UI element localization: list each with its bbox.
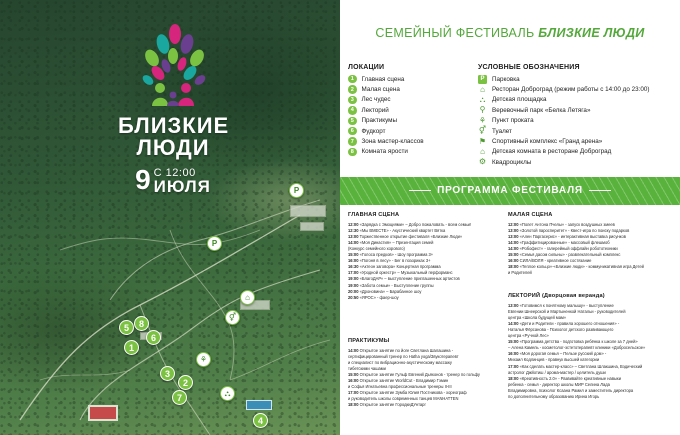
festival-title-emphasis: БЛИЗКИЕ ЛЮДИ xyxy=(538,26,645,40)
location-legend-item xyxy=(348,74,484,84)
event-text: СИЛА/ВОЛЯ - креативное состязание xyxy=(519,258,592,264)
location-legend-item xyxy=(348,84,484,94)
main-stage-program xyxy=(348,212,498,301)
rental-marker[interactable]: ⚘ xyxy=(196,352,211,367)
location-number-badge: 1 xyxy=(348,75,357,84)
location-marker-7[interactable]: 7 xyxy=(172,390,187,405)
lectorium-program xyxy=(508,293,673,400)
program-event xyxy=(348,402,498,408)
parking-marker[interactable]: P xyxy=(289,183,304,198)
location-number-badge: 8 xyxy=(348,148,357,157)
locations-heading: ЛОКАЦИИ xyxy=(348,64,385,71)
playground-icon: ⛬ xyxy=(479,94,486,104)
event-text: (Конкурс семейного хорового) xyxy=(348,246,405,252)
program-heading xyxy=(340,185,680,196)
event-text: «Погоня в лесу» - Бег в позориках 3+ xyxy=(359,258,431,264)
event-text: «Моя дорогая семья – Пельзе русский дом» - xyxy=(519,351,607,357)
location-number-badge: 3 xyxy=(348,96,357,105)
event-text: Открытое занятие WorldCut - Владимир Гэмин xyxy=(359,378,449,384)
event-text: Открытое занятие Гульф Евгений Дьяконов - тренер по гольфу xyxy=(359,372,480,378)
toilet-icon: ⚥ xyxy=(478,126,487,136)
event-text: сертифицированный тренер по Hatha yoga/Звукотерапевт xyxy=(348,354,459,360)
event-text: «ЯРОС» - фаер-шоу xyxy=(359,294,399,300)
event-time: 14:00 xyxy=(508,246,519,252)
event-time: 15:00 xyxy=(348,372,359,378)
location-marker-2[interactable]: 2 xyxy=(178,375,193,390)
info-panel xyxy=(340,0,680,435)
restaurant-icon: ⌂ xyxy=(480,84,485,94)
event-time: 15:00 xyxy=(508,339,519,345)
event-text: и Родителей xyxy=(508,270,532,276)
event-time: 12:00 xyxy=(508,222,519,228)
festival-title-prefix: СЕМЕЙНЫЙ ФЕСТИВАЛЬ xyxy=(375,26,539,40)
location-marker-5[interactable]: 5 xyxy=(119,320,134,335)
symbol-label: Туалет xyxy=(492,127,512,135)
location-number-badge: 4 xyxy=(348,106,357,115)
event-time: 14:00 xyxy=(508,240,519,246)
event-text: Открытое занятие по йоге Светлана Шалашина - xyxy=(359,348,454,354)
symbol-label: Ресторан Доброград (режим работы с 14:00 до 23:00) xyxy=(492,86,650,94)
symbol-label: Детская комната в ресторане Добрoград xyxy=(492,148,612,156)
program-event xyxy=(348,295,498,301)
event-text: Открытое занятие ГородкиДУнтарг xyxy=(359,402,426,408)
event-text: «Ален Паргасерис» - интерактивная выставка рисунков xyxy=(519,234,626,240)
event-text: Владимировна, психолог Ксаана Рамил и заместитель директора xyxy=(508,387,634,393)
festival-title xyxy=(340,26,680,40)
sport-icon: ⚑ xyxy=(478,136,487,146)
building-block xyxy=(290,205,326,217)
event-text: «Робофест» - галерейный оффлайн робототехники xyxy=(519,246,618,252)
event-text: «Как сделать мастер-класс» – Светлана Шлакшина, Вэдический xyxy=(519,363,643,369)
location-label: Главная сцена xyxy=(361,75,405,83)
event-text: «Забота семьи» - Выступление группы xyxy=(359,282,434,288)
event-time: 13:00 xyxy=(508,303,519,309)
event-text: ребенка - семья - директор школы МИР Селина Лада xyxy=(508,381,610,387)
event-time: 16:30 xyxy=(348,264,359,270)
tree-logo-icon xyxy=(130,18,216,106)
program-heading-text: ПРОГРАММА ФЕСТИВАЛЯ xyxy=(437,185,583,196)
location-legend-item xyxy=(348,116,484,126)
event-text: «Семья дасом сильны» - развлекательный комплекс xyxy=(519,252,621,258)
playground-marker[interactable]: ⛬ xyxy=(220,386,235,401)
lectorium-heading: ЛЕКТОРИЙ (Дворцовая веранда) xyxy=(508,293,605,299)
event-time: 19:00 xyxy=(348,276,359,282)
symbol-legend-item xyxy=(478,157,678,167)
event-time: 13:00 xyxy=(508,234,519,240)
event-text: центра «Ручной Лес» xyxy=(508,333,549,339)
event-date xyxy=(118,164,228,196)
event-text: «Теплое кольцо»-«Близкие люди» - коммуникативная игра Детей xyxy=(519,264,644,270)
location-number-badge: 6 xyxy=(348,127,357,136)
event-text: «Мы ВМЕСТЕ» - Акустический квартет Вятка xyxy=(359,228,446,234)
restaurant-marker[interactable]: ⌂ xyxy=(240,290,255,305)
symbol-label: Парковка xyxy=(492,75,520,83)
event-time: 17:00 xyxy=(348,390,359,396)
practicums-program xyxy=(348,338,498,409)
location-marker-8[interactable]: 8 xyxy=(134,316,149,331)
event-text: и Софья Игнатьевна профессиональные тренеры II-III xyxy=(348,384,452,390)
event-time: 18:00 xyxy=(348,402,359,408)
event-text: «Уродной оркестр» – Музыкальный перформанс xyxy=(359,270,453,276)
brand-name-line2: ЛЮДИ xyxy=(136,135,210,160)
toilet-marker[interactable]: ⚥ xyxy=(225,310,240,325)
symbol-legend-item xyxy=(478,84,678,94)
location-label: Комната ярости xyxy=(361,148,408,156)
event-text: Торжественное открытие фестиваля «Близкие Люди» xyxy=(359,234,463,240)
program-banner xyxy=(340,177,680,205)
location-legend-item xyxy=(348,136,484,146)
event-text: и специалист по вибрационно-акустическому массажу xyxy=(348,360,452,366)
event-text: Евгении Шнеерской и Мартыненкой Натальи - руководителей xyxy=(508,309,626,315)
symbol-legend-item xyxy=(478,105,678,115)
symbol-label: Квадроциклы xyxy=(492,158,532,166)
location-marker-1[interactable]: 1 xyxy=(124,340,139,355)
location-legend-item xyxy=(348,95,484,105)
kids-room-icon: ⌂ xyxy=(480,146,485,156)
location-number-badge: 7 xyxy=(348,137,357,146)
event-text: «Полет Антона Пчелы» - запуск воздушных змеев xyxy=(519,222,615,228)
location-marker-4[interactable]: 4 xyxy=(253,413,268,428)
location-label: Практикумы xyxy=(361,117,398,125)
small-stage-program xyxy=(508,212,673,276)
event-time: 16:00 xyxy=(348,258,359,264)
event-time: 14:00 xyxy=(508,321,519,327)
event-time: 15:00 xyxy=(508,252,519,258)
event-time: 12:00 xyxy=(348,222,359,228)
event-text: «Зарядка с Эмоциями» – Добро пожаловать - всем семьи! xyxy=(359,222,472,228)
event-time: 20:00 xyxy=(348,288,359,294)
program-event xyxy=(508,394,673,400)
event-time: 17:00 xyxy=(348,270,359,276)
location-label: Зона мастер-классов xyxy=(361,138,424,146)
rental-icon: ⚘ xyxy=(478,115,487,125)
main-stage-heading: ГЛАВНАЯ СЦЕНА xyxy=(348,212,400,218)
location-legend-item xyxy=(348,105,484,115)
location-legend-item xyxy=(348,147,484,157)
quad-icon: ⚙ xyxy=(478,157,487,167)
event-text: «Голоса предков» - Шоу программа 3+ xyxy=(359,252,434,258)
event-time: 14:00 xyxy=(348,348,359,354)
symbol-legend-item xyxy=(478,147,678,157)
small-stage-heading: МАЛАЯ СЦЕНА xyxy=(508,212,553,218)
event-time: 13:00 xyxy=(508,228,519,234)
event-time: 15:00 xyxy=(348,252,359,258)
symbol-legend-item xyxy=(478,95,678,105)
location-marker-3[interactable]: 3 xyxy=(160,366,175,381)
locations-legend xyxy=(348,64,484,157)
symbol-legend-item xyxy=(478,126,678,136)
location-legend-item xyxy=(348,126,484,136)
date-time: С 12:00 xyxy=(153,167,196,179)
event-time: 13:00 xyxy=(348,234,359,240)
date-month: ИЮЛЯ xyxy=(153,177,211,196)
event-time: 20:50 xyxy=(348,294,359,300)
pool xyxy=(246,400,272,410)
event-text: центра «Школа будущей мам» xyxy=(508,315,567,321)
event-text: по дополнительному образованию Ирина Игорь xyxy=(508,393,600,399)
symbol-legend-item xyxy=(478,136,678,146)
event-time: 16:00 xyxy=(508,351,519,357)
event-text: «Креативность 2.0» - Развивайте креативные навыки xyxy=(519,375,622,381)
symbol-label: Веревочный парк «Белка Летяга» xyxy=(492,106,591,114)
event-time: 19:00 xyxy=(348,282,359,288)
parking-icon: P xyxy=(478,75,487,84)
parking-marker[interactable]: P xyxy=(207,236,222,251)
brand-name xyxy=(118,115,228,159)
location-label: Лекторий xyxy=(361,106,389,114)
symbols-legend xyxy=(478,64,678,168)
event-text: «Дроновина» – Барабанное шоу xyxy=(359,288,422,294)
event-time: 16:00 xyxy=(348,378,359,384)
date-day: 9 xyxy=(135,164,151,195)
location-number-badge: 5 xyxy=(348,117,357,126)
symbol-legend-item xyxy=(478,116,678,126)
practicums-heading: ПРАКТИКУМЫ xyxy=(348,338,390,344)
event-text: «Граффитицированные» - массовый флешмоб xyxy=(519,240,610,246)
event-text: «Актеон заговора» Концертная программа xyxy=(359,264,441,270)
location-label: Лес чудес xyxy=(361,96,391,104)
event-text: Михаил Кодлинцев - правнук высшей категории xyxy=(508,357,600,363)
sport-court xyxy=(88,405,118,421)
symbol-legend-item xyxy=(478,74,678,84)
event-text: Открытое занятие Зумба Юлия Постникова - хореограф xyxy=(359,390,467,396)
event-time: 12:30 xyxy=(348,228,359,234)
building-block xyxy=(300,222,324,231)
location-marker-6[interactable]: 6 xyxy=(146,330,161,345)
event-text: «Дети и Родители - правила хорошего отношения» - xyxy=(519,321,620,327)
symbols-heading: УСЛОВНЫЕ ОБОЗНАЧЕНИЯ xyxy=(478,64,580,71)
event-text: «Программа детства - подготовка ребёнка к школе за 7 дней» xyxy=(519,339,638,345)
event-text: «Готовимся к понятному малышу» - выступление xyxy=(519,303,614,309)
event-time: 14:00 xyxy=(348,240,359,246)
dash-left xyxy=(409,190,431,191)
brand-name-line1: БЛИЗКИЕ xyxy=(118,113,230,138)
event-text: – Алена Камель - косметолог-эстетотерапевт клиники «Добросельское» xyxy=(508,345,646,351)
event-text: «БлагоДАР» – выступление приглашенных артистов xyxy=(359,276,460,282)
symbol-label: Детская площадка xyxy=(492,96,547,104)
location-label: Малая сцена xyxy=(361,86,400,94)
event-text: «Золотой паросперитет» - Квест-игра по поиску подарков xyxy=(519,228,630,234)
event-time: 18:00 xyxy=(508,264,519,270)
event-text: Наталья Фёрсанова - Психолог детского развивающего xyxy=(508,327,614,333)
event-text: астролог Джйотиш / арома-мастер / целитель души xyxy=(508,369,606,375)
festival-logo xyxy=(118,18,230,196)
event-text: и руководитель школы современных танцев MANHATTEN xyxy=(348,396,459,402)
location-number-badge: 2 xyxy=(348,85,357,94)
dash-right xyxy=(589,190,611,191)
symbol-label: Спортивный комплекс «Гранд арена» xyxy=(492,138,603,146)
event-text: «Моя Династия» – Презентация семей xyxy=(359,240,434,246)
rope-park-icon: ⚲ xyxy=(479,105,486,115)
event-time: 16:00 xyxy=(508,258,519,264)
program-event xyxy=(508,270,673,276)
event-text: тибетскими чашами xyxy=(348,366,386,372)
symbol-label: Пункт проката xyxy=(492,117,534,125)
event-time: 18:00 xyxy=(508,375,519,381)
event-time: 17:00 xyxy=(508,363,519,369)
location-label: Фудкорт xyxy=(361,127,386,135)
